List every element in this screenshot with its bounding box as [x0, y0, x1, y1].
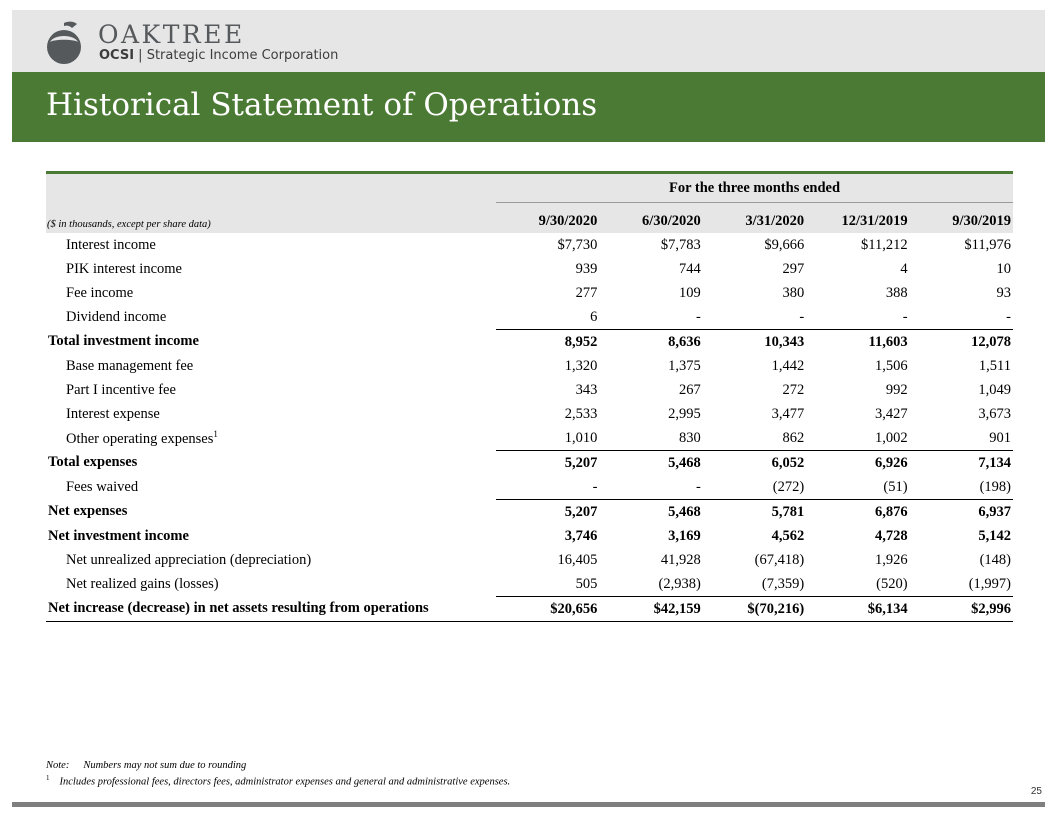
row-label [46, 548, 496, 572]
table-cell: 4,562 [771, 527, 805, 544]
table-cell: $6,134 [806, 597, 909, 622]
table-row [46, 597, 1013, 622]
column-header: 9/30/2019 [910, 203, 1013, 234]
table-cell: 93 [996, 284, 1011, 301]
units-label: ($ in thousands, except per share data) [46, 203, 496, 234]
table-cell: 12,078 [971, 333, 1011, 350]
row-label [46, 281, 496, 305]
table-cell: 3,673 [978, 405, 1011, 422]
table-row [46, 305, 1013, 330]
column-header: 6/30/2020 [599, 203, 702, 234]
row-label [46, 330, 496, 355]
row-label-text: PIK interest income [66, 260, 182, 277]
table-cell: (520) [806, 572, 909, 597]
table-row [46, 500, 1013, 525]
table-cell: 6,937 [978, 503, 1011, 520]
table-cell: 8,952 [564, 333, 598, 350]
footnote-reference: 1 [213, 428, 218, 439]
row-label-text: Fee income [66, 284, 134, 301]
table-cell: 6,926 [874, 454, 908, 471]
table-cell: 109 [679, 284, 701, 301]
table-cell: 272 [782, 381, 805, 398]
table-cell: $9,666 [764, 236, 805, 253]
bottom-rule [12, 802, 1045, 807]
table-cell: 6,052 [771, 454, 805, 471]
table-cell: 6 [496, 305, 599, 330]
table-cell: 5,207 [564, 454, 598, 471]
row-label-text: Net increase (decrease) in net assets resulting from operations [48, 600, 429, 617]
row-label [46, 426, 496, 451]
table-cell: 505 [496, 572, 599, 597]
row-label-text: Net unrealized appreciation (depreciation) [66, 551, 312, 568]
table-row [46, 572, 1013, 597]
table-cell: 2,995 [668, 405, 701, 422]
table-cell: - [599, 475, 702, 500]
column-header: 9/30/2020 [496, 203, 599, 234]
table-cell: 297 [782, 260, 805, 277]
table-cell: 939 [575, 260, 598, 277]
row-label [46, 451, 496, 476]
table-cell: 343 [575, 381, 598, 398]
table-cell: 830 [599, 426, 702, 451]
table-cell: 744 [679, 260, 701, 277]
brand-name: OAKTREE [98, 20, 245, 49]
table-cell: 1,442 [771, 357, 805, 374]
row-label-text: Net investment income [48, 527, 189, 544]
table-cell: 11,603 [868, 333, 908, 350]
row-label-text: Total expenses [48, 454, 138, 471]
column-header: 3/31/2020 [703, 203, 806, 234]
row-label [46, 233, 496, 257]
statement-table [46, 174, 1013, 622]
table-row [46, 378, 1013, 402]
table-cell: 277 [575, 284, 598, 301]
table-cell: 4 [900, 260, 908, 277]
table-cell: 5,468 [668, 503, 701, 520]
table-cell: $7,783 [660, 236, 701, 253]
table-cell: 1,926 [874, 551, 908, 568]
table-cell: (2,938) [599, 572, 702, 597]
title-bar [12, 72, 1045, 142]
row-label [46, 475, 496, 500]
table-cell: 3,169 [668, 527, 701, 544]
column-header: 12/31/2019 [806, 203, 909, 234]
row-label-text: Other operating expenses [66, 430, 214, 447]
table-row [46, 233, 1013, 257]
table-row [46, 451, 1013, 476]
header-bar [12, 10, 1045, 72]
table-row [46, 426, 1013, 451]
table-cell: - [703, 305, 806, 330]
table-cell: 862 [703, 426, 806, 451]
table-row [46, 475, 1013, 500]
page-number: 25 [1030, 786, 1042, 797]
table-row [46, 402, 1013, 426]
brand-ticker: OCSI [99, 48, 135, 63]
table-cell: 992 [885, 381, 908, 398]
table-cell: $(70,216) [703, 597, 806, 622]
table-cell: 1,511 [978, 357, 1011, 374]
table-row [46, 330, 1013, 355]
statement-table-container [46, 171, 1013, 622]
table-cell: 1,506 [874, 357, 908, 374]
table-cell: 1,002 [806, 426, 909, 451]
table-cell: 5,207 [564, 503, 598, 520]
table-cell: - [599, 305, 702, 330]
row-label-text: Base management fee [66, 357, 194, 374]
table-cell: 1,049 [978, 381, 1011, 398]
table-cell: 5,142 [978, 527, 1011, 544]
footnote [46, 774, 510, 788]
table-cell: 3,427 [874, 405, 908, 422]
table-cell: (148) [979, 551, 1011, 568]
table-cell: $2,996 [910, 597, 1013, 622]
row-label [46, 402, 496, 426]
footnote-marker: 1 [46, 774, 50, 782]
table-cell: 8,636 [668, 333, 701, 350]
table-cell: 901 [910, 426, 1013, 451]
brand-company: Strategic Income Corporation [146, 48, 339, 63]
table-cell: (198) [910, 475, 1013, 500]
footnote-text: Includes professional fees, directors fees, administrator expenses and general and administrative expenses. [59, 776, 511, 788]
row-label [46, 305, 496, 330]
table-cell: 4,728 [874, 527, 908, 544]
note-label: Note: [46, 760, 70, 771]
table-cell: 10 [996, 260, 1011, 277]
table-row [46, 548, 1013, 572]
table-cell: 380 [782, 284, 805, 301]
table-cell: $11,212 [860, 236, 908, 253]
table-cell: 7,134 [978, 454, 1011, 471]
table-cell: 1,320 [564, 357, 598, 374]
page-title: Historical Statement of Operations [46, 87, 598, 123]
table-cell: $11,976 [964, 236, 1011, 253]
table-cell: - [806, 305, 909, 330]
table-cell: (51) [806, 475, 909, 500]
table-cell: 3,477 [771, 405, 805, 422]
acorn-logo-icon [44, 20, 84, 66]
table-cell: (7,359) [703, 572, 806, 597]
table-cell: 6,876 [874, 503, 908, 520]
table-cell: 3,746 [564, 527, 598, 544]
period-header: For the three months ended [496, 174, 1013, 203]
row-label [46, 524, 496, 548]
table-cell: 1,010 [496, 426, 599, 451]
table-cell: 388 [885, 284, 908, 301]
rounding-note [46, 760, 246, 771]
table-body [46, 233, 1013, 622]
row-label-text: Interest expense [66, 405, 160, 422]
row-label-text: Net expenses [48, 503, 128, 520]
table-cell: 1,375 [668, 357, 701, 374]
table-cell: $42,159 [599, 597, 702, 622]
row-label [46, 572, 496, 597]
table-cell: (67,418) [754, 551, 805, 568]
table-cell: 5,781 [771, 503, 805, 520]
row-label [46, 597, 496, 622]
row-label [46, 500, 496, 525]
table-cell: - [910, 305, 1013, 330]
table-row [46, 257, 1013, 281]
table-cell: 16,405 [557, 551, 598, 568]
header-spacer [46, 174, 496, 203]
table-cell: $7,730 [557, 236, 598, 253]
row-label [46, 257, 496, 281]
table-cell: (272) [703, 475, 806, 500]
row-label-text: Fees waived [66, 478, 139, 495]
table-row [46, 524, 1013, 548]
row-label [46, 378, 496, 402]
row-label-text: Total investment income [48, 333, 199, 350]
table-cell: $20,656 [496, 597, 599, 622]
table-cell: 5,468 [668, 454, 701, 471]
row-label-text: Net realized gains (losses) [66, 575, 219, 592]
row-label [46, 354, 496, 378]
table-row [46, 281, 1013, 305]
brand-subtitle: OCSI | Strategic Income Corporation [99, 48, 339, 63]
table-cell: 267 [679, 381, 701, 398]
table-cell: 2,533 [564, 405, 598, 422]
note-text: Numbers may not sum due to rounding [83, 760, 247, 771]
table-row [46, 354, 1013, 378]
table-cell: (1,997) [910, 572, 1013, 597]
table-cell: 41,928 [660, 551, 701, 568]
row-label-text: Interest income [66, 236, 156, 253]
table-cell: - [496, 475, 599, 500]
row-label-text: Dividend income [66, 308, 167, 325]
row-label-text: Part I incentive fee [66, 381, 176, 398]
table-cell: 10,343 [764, 333, 805, 350]
